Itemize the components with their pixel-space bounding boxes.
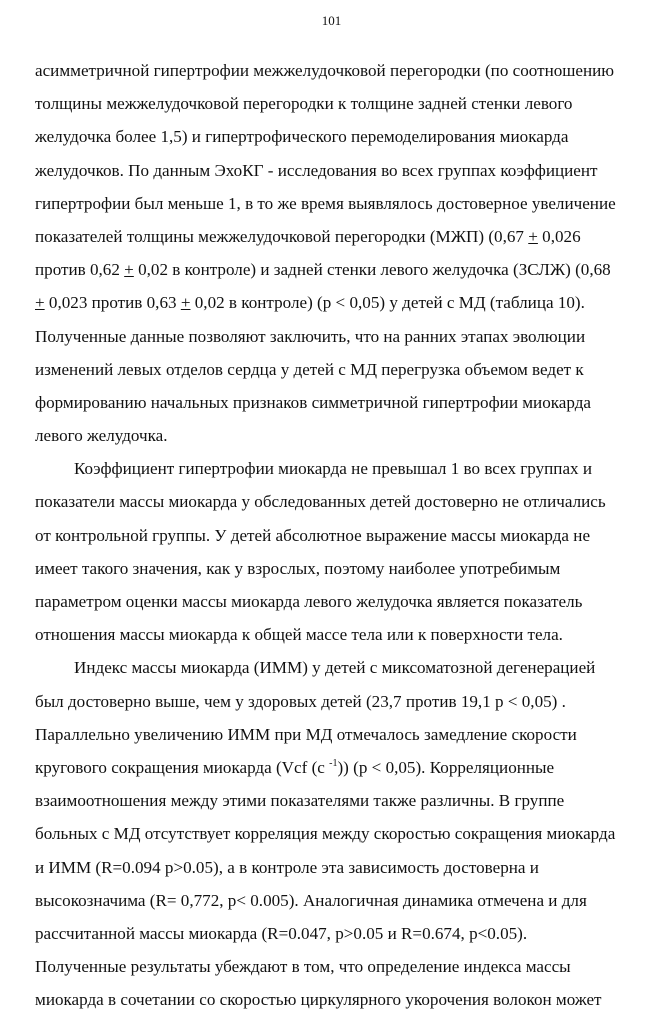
text-line: желудочков. По данным ЭхоКГ - исследования во всех группах коэффициент [35,160,598,180]
text-line: параметром оценки массы миокарда левого желудочка является показатель [35,592,583,611]
page-number: 101 [321,13,342,28]
text-line: показатели массы миокарда у обследованных детей достоверно не отличались [35,492,606,512]
text-line: асимметричной гипертрофии межжелудочковой перегородки (по соотношению [35,61,615,80]
text-line: толщины межжелудочковой перегородки к толщине задней стенки левого [35,94,573,114]
text-line: левого желудочка. [35,426,168,446]
plus-minus-sign: + [124,260,134,280]
superscript: -1 [329,757,338,769]
text-line: был достоверно выше, чем у здоровых детей (23,7 против 19,1 р < 0,05) . [35,691,566,711]
plus-minus-sign: + [35,293,45,313]
text-line: взаимоотношения между этими показателями также различны. В группе [35,791,565,811]
text-line: кругового сокращения миокарда (Vcf (с $^{-1}$)) (р < 0,05). Корреляционные [35,757,555,777]
text-line: рассчитанной массы миокарда (R=0.047, р>0.05 и R=0.674, р<0.05). [35,923,528,943]
text-line: и ИММ (R=0.094 р>0.05), а в контроле эта зависимость достоверна и [35,857,539,877]
text-line: против 0,62 + 0,02 в контроле) и задней стенки левого желудочка (ЗСЛЖ) (0,68 [35,260,611,280]
text-line: миокарда в сочетании со скоростью циркулярного укорочения волокон может [35,990,602,1010]
text-line: показателей толщины межжелудочковой перегородки (МЖП) (0,67 + 0,026 [35,226,581,246]
text-line: Параллельно увеличению ИММ при МД отмечалось замедление скорости [35,724,577,744]
body-text [35,54,637,1016]
text-line: Коэффициент гипертрофии миокарда не превышал 1 во всех группах и [74,459,592,479]
text-line: + 0,023 против 0,63 + 0,02 в контроле) (р < 0,05) у детей с МД (таблица 10). [35,293,585,313]
text-line: больных с МД отсутствует корреляция между скоростью сокращения миокарда [35,824,616,844]
text-line: Полученные данные позволяют заключить, что на ранних этапах эволюции [35,326,586,346]
text-line: высокозначима (R= 0,772, р< 0.005). Аналогичная динамика отмечена и для [35,890,587,910]
plus-minus-sign: + [528,226,538,246]
text-line: Полученные результаты убеждают в том, что определение индекса массы [35,957,571,977]
text-line: желудочка более 1,5) и гипертрофического перемоделирования миокарда [35,127,569,147]
text-line: Индекс массы миокарда (ИММ) у детей с миксоматозной дегенерацией [74,658,596,678]
plus-minus-sign: + [180,293,191,313]
text-line: формированию начальных признаков симметричной гипертрофии миокарда [35,392,591,412]
text-line: имеет такого значения, как у взрослых, поэтому наиболее употребимым [35,558,561,578]
text-line: от контрольной группы. У детей абсолютное выражение массы миокарда не [35,525,591,545]
text-line: гипертрофии был меньше 1, в то же время выявлялось достоверное увеличение [35,193,616,213]
text-line: изменений левых отделов сердца у детей с МД перегрузка объемом ведет к [35,359,584,379]
text-line: отношения массы миокарда к общей массе тела или к поверхности тела. [35,625,563,645]
